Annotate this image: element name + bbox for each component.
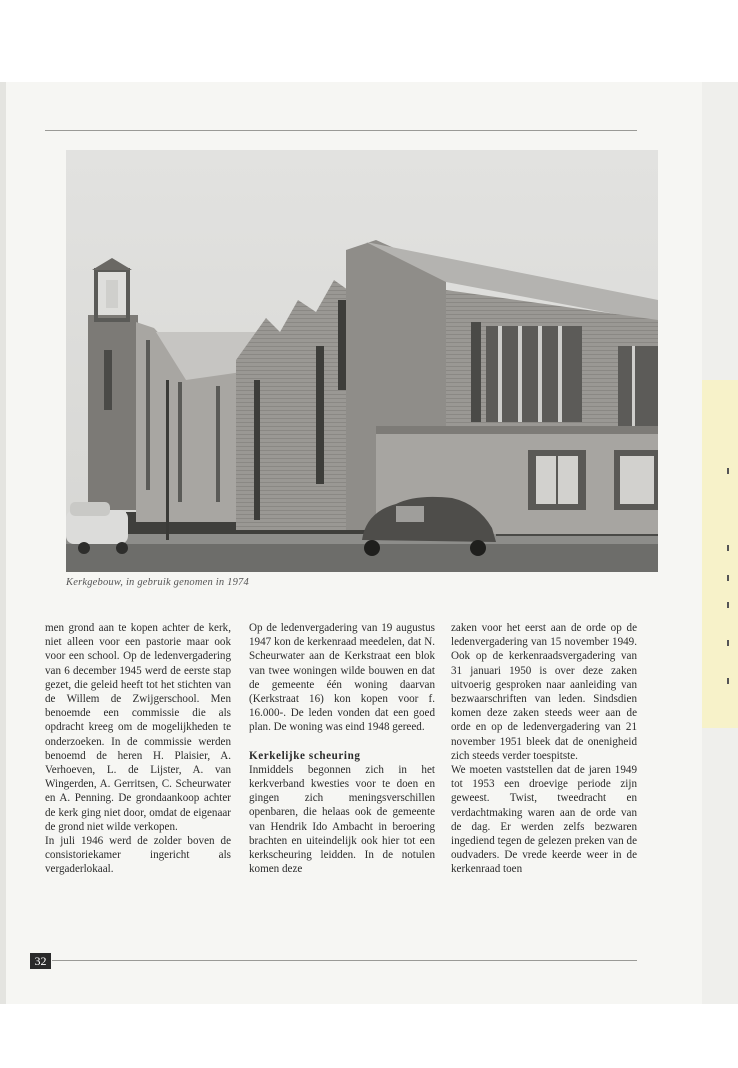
page-number: 32 (30, 953, 51, 969)
photo-caption: Kerkgebouw, in gebruik genomen in 1974 (66, 577, 249, 588)
paragraph: Op de ledenvergadering van 19 augustus 1947 kon de kerkenraad meedelen, dat N. Scheurwater aan de Kerkstraat een blok van twee woningen wilde bouwen en dat de gemeente één woning daarvan (Kerkstraat 16) kon kopen voor f. 16.000-. De leden vonden dat een goed plan. De woning was eind 1948 gereed. (249, 622, 435, 734)
edge-mark (727, 678, 729, 684)
top-rule (45, 130, 637, 131)
edge-mark (727, 575, 729, 581)
edge-mark (727, 545, 729, 551)
edge-mark (727, 468, 729, 474)
section-heading: Kerkelijke scheuring (249, 749, 361, 762)
church-photo (66, 150, 658, 572)
text-column-2 (249, 621, 435, 876)
paragraph: Inmiddels begonnen zich in het kerkverband kwesties voor te doen en gingen zich meningsverschillen openbaren, die helaas ook de gemeente van Hendrik Ido Ambacht in beroering brachten en uiteindelijk ook hier tot een kerkscheuring leidden. In de notulen komen deze (249, 763, 435, 876)
bottom-rule (52, 960, 637, 961)
edge-mark (727, 640, 729, 646)
paragraph: men grond aan te kopen achter de kerk, niet alleen voor een pastorie maar ook voor een school. Op de ledenvergadering van 6 december 1945 werd de eerste stap gezet, die geleid heeft tot het stichten van de Willem de Zwijgerschool. Men benoemde een commissie die als opdracht kreeg om de mogelijkheden te onderzoeken. In de commissie werden benoemd de heren H. Plaisier, A. Verhoeven, L. de Lijster, A. van Wingerden, A. Gerritsen, C. Scheurwater en A. Penning. De grondaankoop achter de kerk ging niet door, omdat de eigenaar de grond niet wilde verkopen. (45, 622, 231, 833)
edge-mark (727, 602, 729, 608)
paragraph: zaken voor het eerst aan de orde op de ledenvergadering van 15 november 1949. Ook op de kerkenraadsvergadering van 31 januari 1950 is over deze zaken uitvoerig gesproken naar aanleiding van bezwaarschriften van leden. Sindsdien komen deze zaken steeds weer aan de orde en op de ledenvergadering van 21 november 1951 bleek dat de onenigheid zich steeds verder toespitste. (451, 622, 637, 762)
text-column-3 (451, 621, 637, 877)
text-column-1 (45, 621, 231, 877)
paragraph: We moeten vaststellen dat de jaren 1949 tot 1953 een droevige periode zijn geweest. Twist, tweedracht en verdachtmaking waren aan de orde van de dag. Er werden zelfs bezwaren ingediend tegen de gelezen preken van de oudvaders. De vrede keerde weer in de kerkenraad toen (451, 764, 637, 876)
yellow-tab (702, 380, 738, 728)
paragraph: In juli 1946 werd de zolder boven de consistoriekamer ingericht als vergaderlokaal. (45, 835, 231, 876)
